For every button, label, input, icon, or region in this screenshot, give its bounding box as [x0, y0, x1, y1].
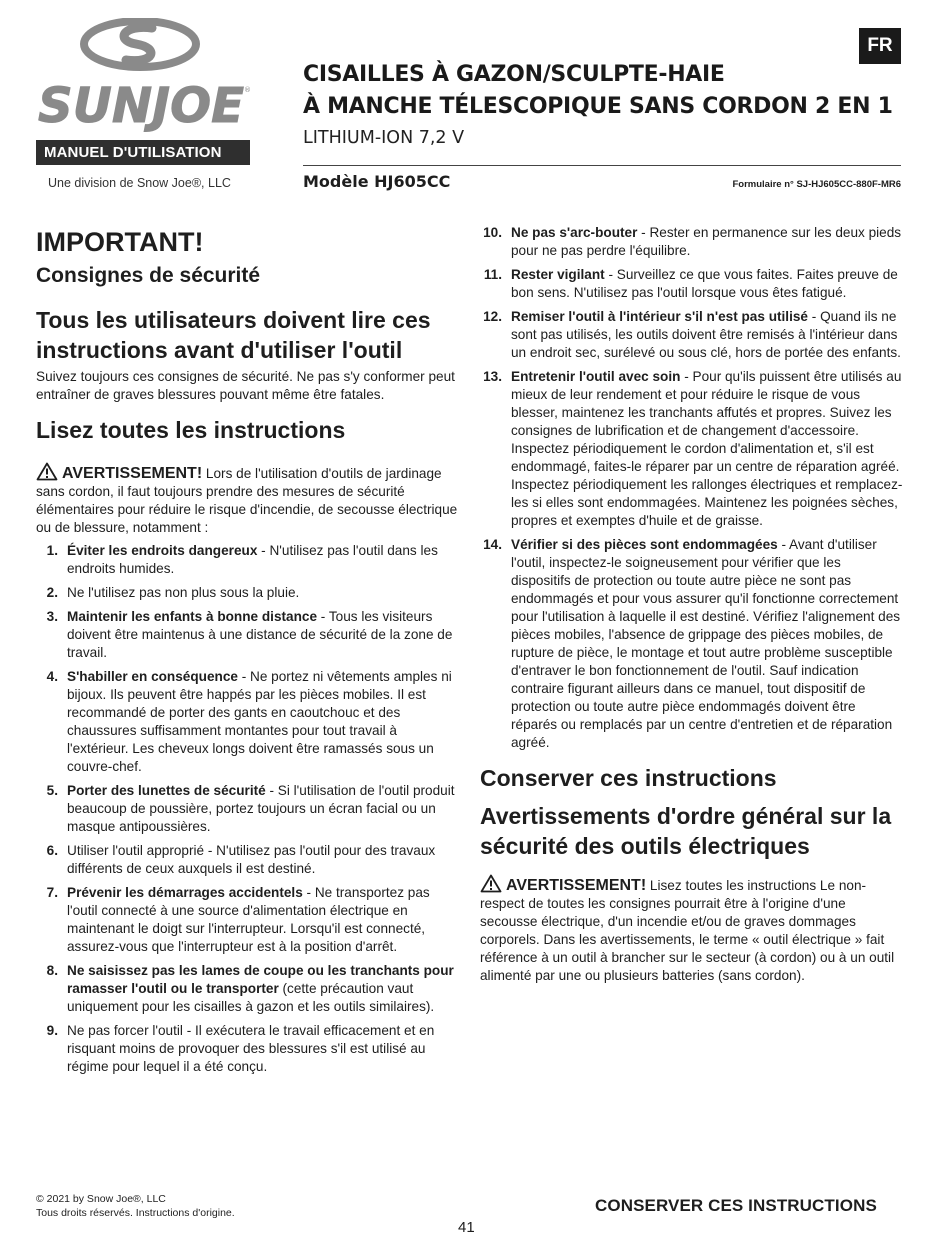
list-item: 3. Maintenir les enfants à bonne distance - Tous les visiteurs doivent être maintenus à une distance de sécurité de la zone de travail. — [46, 609, 453, 660]
safety-rules-list-right — [480, 224, 904, 752]
warning-text: Lisez toutes les instructions Le non-respect de toutes les consignes pourrait être à l'origine d'une secousse électrique, d'un incendie et/ou de graves dommages corporels. Dans les avertissements, le terme « outil électrique » fait référence à un outil à brancher sur le secteur (à cordon) ou à un outil alimenté par une ou plusieurs batteries (sans cordon). — [480, 878, 895, 983]
language-badge: FR — [859, 28, 901, 64]
warning-triangle-icon — [480, 874, 502, 893]
logo-text: SUNJOE — [38, 78, 245, 134]
list-item: 12. Remiser l'outil à l'intérieur s'il n'est pas utilisé - Quand ils ne sont pas utilisés, les outils doivent être remisés à l'intérieur dans un endroit sec, surélevé ou sous clé, hors de portée des enfants. — [483, 309, 901, 360]
warning-label: AVERTISSEMENT! — [62, 465, 203, 482]
list-item: 13. Entretenir l'outil avec soin - Pour qu'ils puissent être utilisés au mieux de leur rendement et pour réduire le risque de vous blesser, maintenez les tranchants affutés et propres. Suivez les consignes de lubrification et de changement d'accessoire. Inspectez périodiquement le cordon d'alimentation et, s'il est endommagé, faites-le réparer par un centre de réparation agréé. Inspectez périodiquement les rallonges électriques et remplacez-les si elles sont endommagées. Maintenez les poignées sèches, propres et exemptes d'huile et de graisse. — [483, 369, 903, 528]
page-number: 41 — [458, 1219, 475, 1236]
list-item: 10. Ne pas s'arc-bouter - Rester en permanence sur les deux pieds pour ne pas perdre l'équilibre. — [483, 225, 902, 258]
left-column — [36, 224, 458, 1076]
warning-text: Lors de l'utilisation d'outils de jardinage sans cordon, il faut toujours prendre des mesures de sécurité élémentaires pour réduire le risque d'incendie, de secousse électrique ou de blessure, notamment : — [36, 466, 458, 535]
manual-label: MANUEL D'UTILISATION — [36, 140, 250, 165]
warning-paragraph — [36, 462, 458, 537]
product-title-line2: À MANCHE TÉLESCOPIQUE SANS CORDON 2 EN 1 — [303, 94, 893, 119]
list-item: 11. Rester vigilant - Surveillez ce que vous faites. Faites preuve de bon sens. N'utilisez pas l'outil lorsque vous êtes fatigué. — [483, 267, 898, 300]
intro-paragraph: Suivez toujours ces consignes de sécurité. Ne pas s'y conformer peut entraîner de graves blessures pouvant même être fatales. — [36, 369, 455, 402]
copyright-line2: Tous droits réservés. Instructions d'origine. — [36, 1207, 235, 1219]
all-users-heading: Tous les utilisateurs doivent lire ces instructions avant d'utiliser l'outil — [36, 307, 431, 363]
sunjoe-logo — [36, 18, 254, 138]
important-heading: IMPORTANT! — [36, 227, 204, 257]
right-column — [480, 224, 904, 985]
list-item: 5. Porter des lunettes de sécurité - Si l'utilisation de l'outil produit beaucoup de poussière, portez toujours un écran facial ou un masque antipoussières. — [46, 783, 455, 834]
svg-text:®: ® — [244, 86, 251, 94]
list-item: 14. Vérifier si des pièces sont endommagées - Avant d'utiliser l'outil, inspectez-le soigneusement pour vérifier que les dispositifs de protection ou toute autre pièce ne sont pas endommagés et pour vous assurer qu'il fonctionne correctement pour l'utilisation à laquelle il est destiné. Vérifiez l'alignement des pièces mobiles, l'absence de grippage des pièces mobiles, de rupture de pièce, le montage et tout autre problème susceptible d'entraver le bon fonctionnement de l'outil. Sauf indication contraire figurant ailleurs dans ce manuel, tout dispositif de protection ou toute autre pièce endommagés doivent être réparés ou remplacés par un centre d'entretien et de réparation agréé. — [483, 537, 901, 750]
list-item: 2. Ne l'utilisez pas non plus sous la pluie. — [46, 585, 300, 600]
list-item: 4. S'habiller en conséquence - Ne portez ni vêtements amples ni bijoux. Ils peuvent être happés par les pièces mobiles. Il est recommandé de porter des gants en caoutchouc et des chaussures suffisamment montantes pour tout travail à l'extérieur. Les cheveux longs doivent être ramassés sous un couvre-chef. — [46, 669, 452, 774]
warning-triangle-icon — [36, 462, 58, 481]
header-divider — [303, 165, 901, 166]
product-subtitle: LITHIUM-ION 7,2 V — [303, 128, 465, 148]
division-text: Une division de Snow Joe®, LLC — [48, 176, 231, 190]
form-number: Formulaire n° SJ-HJ605CC-880F-MR6 — [732, 179, 901, 190]
list-item: 6. Utiliser l'outil approprié - N'utilisez pas l'outil pour des travaux différents de ceux auxquels il est destiné. — [46, 843, 436, 876]
list-item: 9. Ne pas forcer l'outil - Il exécutera le travail efficacement et en risquant moins de provoquer des blessures s'il est utilisé au régime pour lequel il a été conçu. — [46, 1023, 435, 1074]
copyright-line1: © 2021 by Snow Joe®, LLC — [36, 1193, 166, 1205]
product-title-line1: CISAILLES À GAZON/SCULPTE-HAIE — [303, 62, 725, 87]
list-item: 7. Prévenir les démarrages accidentels - Ne transportez pas l'outil connecté à une source d'alimentation électrique en maintenant le doigt sur l'interrupteur. Lorsqu'il est connecté, assurez-vous que l'interrupteur est à la position d'arrêt. — [46, 885, 430, 954]
general-warning-paragraph — [480, 874, 904, 985]
read-all-heading: Lisez toutes les instructions — [36, 417, 346, 443]
list-item: 1. Éviter les endroits dangereux - N'utilisez pas l'outil dans les endroits humides. — [46, 543, 438, 576]
warning-label: AVERTISSEMENT! — [506, 877, 647, 894]
copyright — [36, 1192, 235, 1220]
safety-heading: Consignes de sécurité — [36, 264, 261, 287]
footer-keep-instructions: CONSERVER CES INSTRUCTIONS — [595, 1196, 877, 1215]
general-warnings-heading: Avertissements d'ordre général sur la sécurité des outils électriques — [480, 803, 892, 859]
model-number: Modèle HJ605CC — [303, 172, 451, 191]
list-item: 8. Ne saisissez pas les lames de coupe ou les tranchants pour ramasser l'outil ou le transporter (cette précaution vaut uniquement pour les cisailles à gazon et les outils similaires). — [46, 963, 454, 1014]
safety-rules-list-left — [36, 542, 458, 1076]
keep-instructions-heading: Conserver ces instructions — [480, 765, 777, 791]
